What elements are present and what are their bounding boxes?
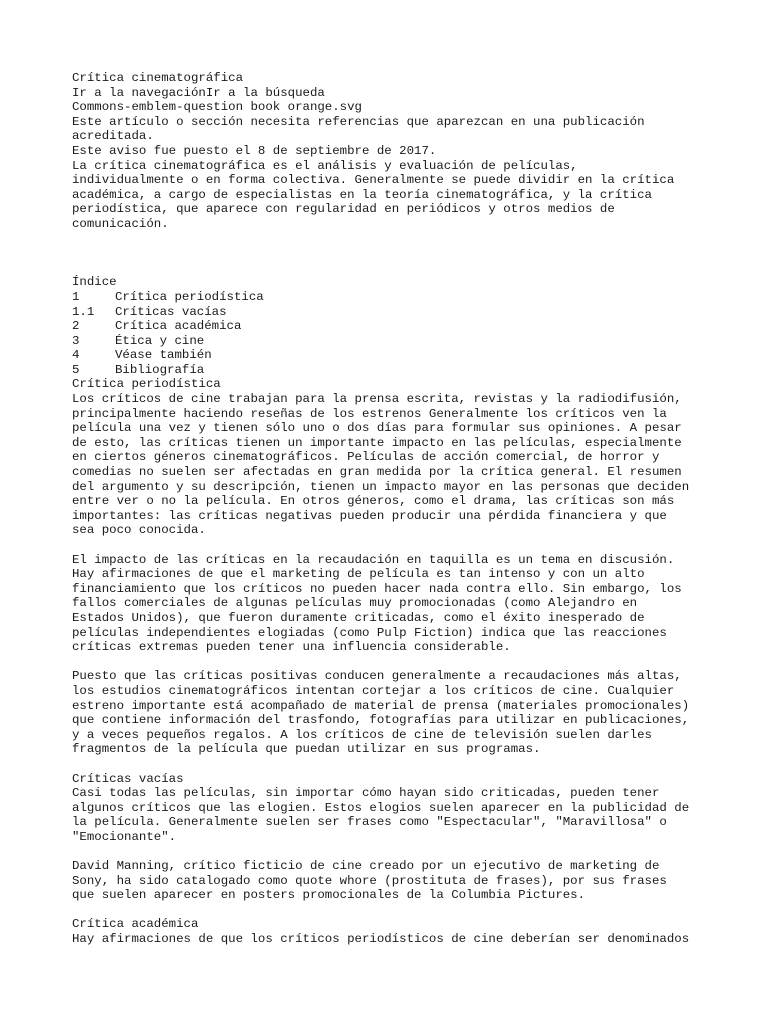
toc-number: 1 — [72, 289, 80, 304]
paragraph-line: y a veces pequeños regalos. A los críticos de cine de televisión suelen darles — [72, 727, 652, 742]
toc-item[interactable] — [72, 334, 704, 349]
paragraph — [72, 392, 704, 538]
intro-line: académica, a cargo de especialistas en la teoría cinematográfica, y la crítica — [72, 187, 652, 202]
toc-label[interactable]: Bibliografía — [115, 362, 205, 377]
paragraph-line: en ciertos géneros cinematográficos. Películas de acción comercial, de horror y — [72, 450, 660, 465]
document-page — [72, 71, 704, 947]
skip-links[interactable]: Ir a la navegaciónIr a la búsqueda — [72, 85, 325, 100]
paragraph-line: películas independientes elogiadas (como Pulp Fiction) indica que las reacciones — [72, 625, 667, 640]
toc-label[interactable]: Crítica académica — [115, 319, 242, 334]
toc-label[interactable]: Ética y cine — [115, 333, 205, 348]
toc-item[interactable] — [72, 363, 704, 378]
intro-line: individualmente o en forma colectiva. Generalmente se puede dividir en la crítica — [72, 173, 675, 188]
paragraph — [72, 553, 704, 655]
paragraph — [72, 786, 704, 844]
paragraph-line: los estudios cinematográficos intentan cortejar a los críticos de cine. Cualquier — [72, 683, 675, 698]
section-criticas-vacias — [72, 772, 704, 903]
toc-label[interactable]: Crítica periodística — [115, 289, 264, 304]
paragraph-line: de esto, las críticas tienen un importante impacto en las películas, especialmente — [72, 435, 682, 450]
notice-line: Este artículo o sección necesita referencias que aparezcan en una publicación — [72, 114, 645, 129]
article-title: Crítica cinematográfica — [72, 71, 244, 85]
toc-item[interactable] — [72, 290, 704, 305]
paragraph-line: fallos comerciales de algunas películas muy promocionadas (como Alejandro en — [72, 596, 638, 611]
paragraph — [72, 859, 704, 903]
paragraph-line: principalmente haciendo reseñas de los estrenos Generalmente los críticos ven la — [72, 406, 667, 421]
paragraph-line: película una vez y tienen sólo uno o dos días para formular sus opiniones. A pesar — [72, 421, 682, 436]
image-filename: Commons-emblem-question book orange.svg — [72, 100, 362, 115]
toc-item[interactable] — [72, 319, 704, 334]
paragraph-line: Hay afirmaciones de que los críticos periodísticos de cine deberían ser denominados — [72, 932, 690, 947]
paragraph-line: importantes: las críticas negativas pueden producir una pérdida financiera y que — [72, 508, 667, 523]
paragraph — [72, 669, 704, 757]
intro-line: La crítica cinematográfica es el análisis y evaluación de películas, — [72, 158, 578, 173]
toc-number: 3 — [72, 333, 80, 348]
paragraph-line: críticas extremas pueden tener una influencia considerable. — [72, 640, 511, 655]
paragraph-line: entre ver o no la película. En otros géneros, como el drama, las críticas son más — [72, 494, 675, 509]
toc-label[interactable]: Críticas vacías — [115, 304, 227, 319]
paragraph-line: Los críticos de cine trabajan para la prensa escrita, revistas y la radiodifusión, — [72, 392, 682, 407]
paragraph-line: David Manning, crítico ficticio de cine creado por un ejecutivo de marketing de — [72, 859, 660, 874]
paragraph-line: Casi todas las películas, sin importar cómo hayan sido criticadas, pueden tener — [72, 786, 660, 801]
toc-item[interactable] — [72, 348, 704, 363]
paragraph-line: algunos críticos que las elogien. Estos elogios suelen aparecer en la publicidad de — [72, 800, 690, 815]
paragraph-line: Puesto que las críticas positivas conducen generalmente a recaudaciones más altas, — [72, 669, 682, 684]
toc-label[interactable]: Véase también — [115, 348, 212, 363]
section-heading: Críticas vacías — [72, 771, 184, 786]
paragraph-line: del argumento y su descripción, tienen un impacto mayor en las personas que deciden — [72, 479, 690, 494]
toc-title: Índice — [72, 275, 117, 290]
paragraph-line: Hay afirmaciones de que el marketing de película es tan intenso y con un alto — [72, 567, 645, 582]
paragraph-line: que suelen aparecer en posters promocionales de la Columbia Pictures. — [72, 888, 586, 903]
paragraph-line: "Emocionante". — [72, 829, 177, 844]
paragraph-line: fragmentos de la película que puedan utilizar en sus programas. — [72, 742, 541, 757]
section-periodistica — [72, 377, 704, 756]
toc-number: 5 — [72, 362, 80, 377]
toc-number: 4 — [72, 348, 80, 363]
paragraph-line: El impacto de las críticas en la recaudación en taquilla es un tema en discusión. — [72, 552, 675, 567]
paragraph-line: Estados Unidos), que fueron duramente criticadas, como el éxito inesperado de — [72, 610, 645, 625]
section-heading: Crítica académica — [72, 917, 199, 932]
table-of-contents — [72, 275, 704, 377]
intro-line: comunicación. — [72, 216, 169, 231]
section-heading: Crítica periodística — [72, 377, 221, 392]
notice-date: Este aviso fue puesto el 8 de septiembre de 2017. — [72, 143, 437, 158]
toc-number: 1.1 — [72, 304, 95, 319]
toc-item[interactable] — [72, 305, 704, 320]
paragraph-line: que contiene información del trasfondo, fotografías para utilizar en publicaciones, — [72, 713, 690, 728]
intro-line: periodística, que aparece con regularidad en periódicos y otros medios de — [72, 202, 615, 217]
notice-line: acreditada. — [72, 129, 154, 144]
paragraph — [72, 932, 704, 947]
section-academica — [72, 917, 704, 946]
paragraph-line: financiamiento que los críticos no pueden hacer nada contra ello. Sin embargo, los — [72, 581, 682, 596]
toc-number: 2 — [72, 319, 80, 334]
paragraph-line: estreno importante está acompañado de material de prensa (materiales promocionales) — [72, 698, 690, 713]
paragraph-line: la película. Generalmente suelen ser frases como "Espectacular", "Maravillosa" o — [72, 815, 667, 830]
paragraph-line: sea poco conocida. — [72, 523, 206, 538]
paragraph-line: Sony, ha sido catalogado como quote whore (prostituta de frases), por sus frases — [72, 873, 667, 888]
paragraph-line: comedias no suelen ser afectadas en gran medida por la crítica general. El resumen — [72, 465, 682, 480]
intro-block — [72, 71, 704, 232]
